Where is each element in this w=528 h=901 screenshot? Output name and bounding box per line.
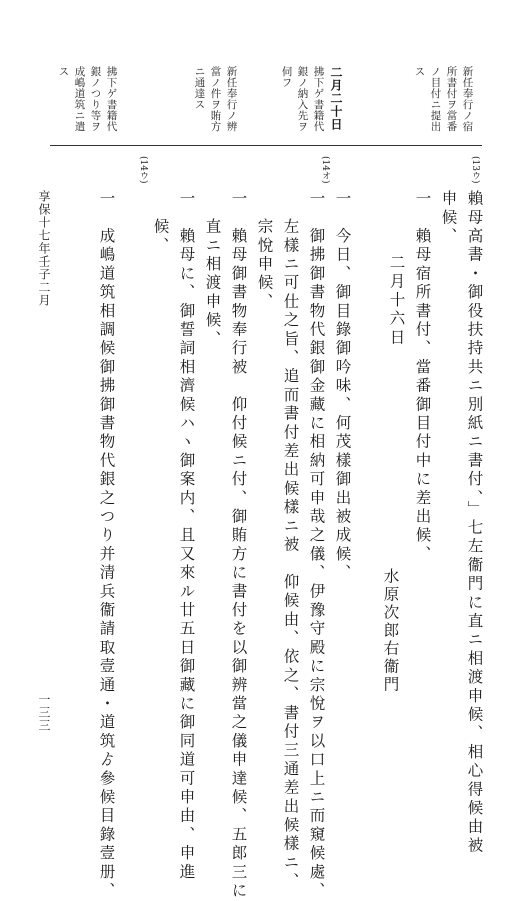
folio-marker: (14ウ)	[138, 156, 148, 184]
headnote: ノ目付ニ提出	[429, 66, 442, 132]
text-column: 一 成嶋道筑相調候御拂御書物代銀之つり并清兵衞請取壹通・道筑ゟ參候目錄壹册、	[97, 190, 116, 901]
text-column: 直ニ相渡申候、	[203, 218, 222, 349]
text-column: 候、	[151, 218, 170, 256]
headnote: 拂下ゲ書籍代	[105, 66, 118, 132]
headnote: 拂下ゲ書籍代	[312, 66, 325, 132]
folio-marker: (13ウ)	[470, 156, 480, 184]
page-number: 一三三	[37, 693, 51, 732]
text-column: 一 御拂御書物代銀御金藏に相納可申哉之儀、伊豫守殿に宗悅ヲ以口上ニ而窺候處、	[307, 190, 326, 901]
text-column: 一 賴母御書物奉行被 仰付候ニ付、御賄方に書付を以御辨當之儀申達候、五郎三に	[229, 190, 248, 901]
headnote: 當ノ件ヲ賄方	[209, 66, 222, 132]
date-line: 二月十六日	[387, 254, 406, 348]
text-column: 一 今日、御目錄御吟味、何茂樣御出被成候、	[333, 190, 352, 583]
headnote: 銀ノ納入先ヲ	[296, 66, 309, 132]
headnote: 新任奉行ノ辨	[225, 66, 238, 132]
headnote: 銀ノつり等ヲ	[89, 66, 102, 132]
running-head: 享保十七年壬子二月	[37, 190, 51, 307]
headnote: 伺フ	[280, 66, 293, 88]
text-column: 左樣ニ可仕之旨、追而書付差出候樣ニ被 仰候由、依之、書付三通差出候樣ニ、	[281, 218, 300, 892]
text-column: 一 賴母宿所書付、當番御目付中に差出候、	[413, 190, 432, 564]
text-column: 一 賴母に、御誓詞相濟候ハヽ御案内、且又來ル廿五日御藏に御同道可申由、申進	[177, 190, 196, 882]
headnote: ス	[57, 66, 70, 77]
headnote: 成嶋道筑ニ遣	[73, 66, 86, 132]
headnote: 新任奉行ノ宿	[461, 66, 474, 132]
text-column: 宗悅申候、	[255, 218, 274, 312]
folio-marker: (14オ)	[320, 156, 330, 184]
headnote-date: 二月二十日	[329, 66, 343, 131]
headnote: ニ通達ス	[193, 66, 206, 110]
headnote: 所書付ヲ當番	[445, 66, 458, 132]
text-column: 申候、	[439, 190, 458, 247]
headnote-rule	[50, 145, 482, 146]
text-column: 賴母高書・御役扶持共ニ別紙ニ書付、」七左衞門に直ニ相渡申候、相心得候由被	[465, 190, 484, 856]
headnote: ス	[413, 66, 426, 77]
signatory: 水原次郎右衞門	[381, 568, 400, 694]
